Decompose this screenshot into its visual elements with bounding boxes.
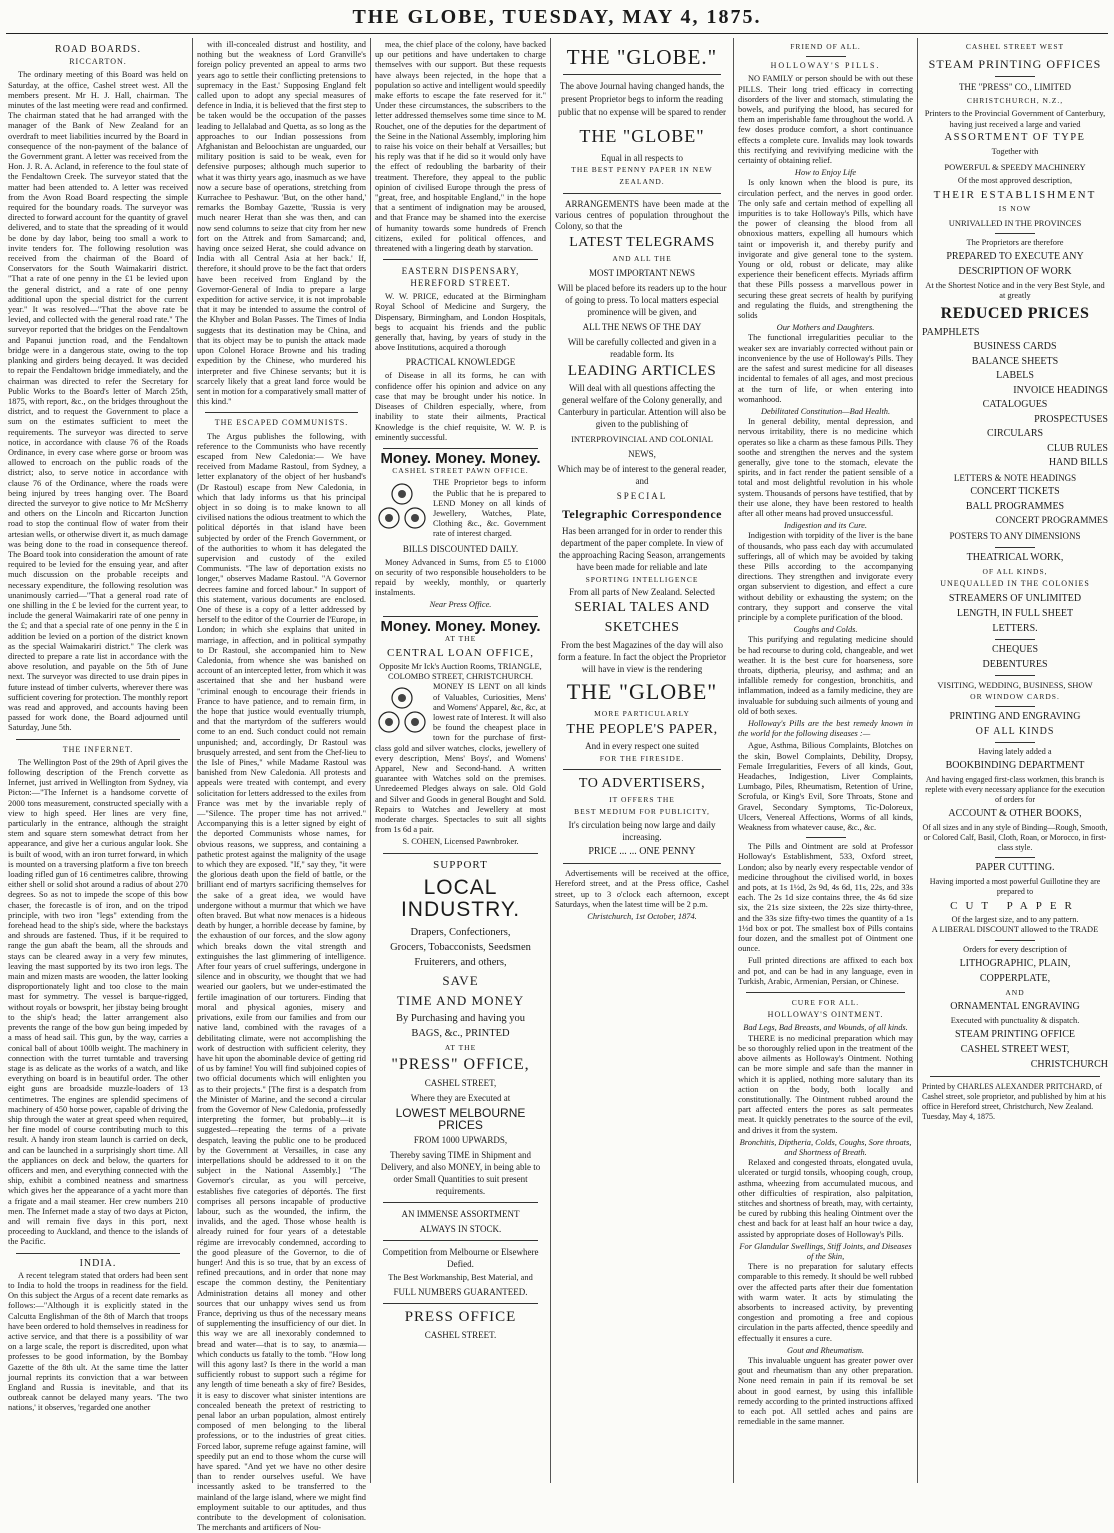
printing-engraving-line: PRINTING AND ENGRAVING (949, 710, 1081, 722)
paper-cutting-line: PAPER CUTTING. (975, 862, 1055, 874)
unrivalled-line: UNRIVALLED IN THE PROVINCES (948, 218, 1082, 229)
bags-line: BAGS, &c., PRINTED (411, 1027, 510, 1039)
job-item: PROSPECTUSES (1034, 413, 1108, 425)
steam-office-line: STEAM PRINTING OFFICE (954, 1029, 1075, 1041)
lithographic-line: LITHOGRAPHIC, PLAIN, (959, 957, 1071, 969)
press-office-heading: "PRESS" OFFICE, (391, 1055, 530, 1073)
gout-text: This invaluable unguent has greater power over gout and rheumatism than any other preparation. None need remain in pain if its removal be set about in good earnest, by using this infallible remedy according to the printed instructions affixed to each pot. All settled aches and pains are remediable in the same manner. (738, 1355, 913, 1427)
every-respect-line: And in every respect one suited (585, 741, 699, 752)
debilitated-heading: Debilitated Constitution—Bad Health. (760, 406, 891, 416)
column-rule (370, 38, 371, 1483)
infernet-article: The Wellington Post of the 29th of April gives the following description of the French corvette as Infernet, just arrived in Wellington from Sydney, via Picton:—"The Infernet is a handsome corvette of 2000 tons measurement, constructed specially with a view to high speed. Her lines are very fine, particularly in the entrance, although the straight stem and square stern somewhat detract from her appearance, and give her a curious angular look. She is built of wood, with an iron turret forward, in which is mounted on a traversing platform a five ton breech loading rifled gun of 16 centimetres calibre, throwing either shell or solid shot around a radius of about 270 degrees. So as not to impede the scope of this bow chaser, the forecastle is of iron, and on the tripod principle, with two iron "legs" extending from the forehead head to the ship's side, where the backstays and shrouds are fastened. Thus, if it be required to range the gun abaft the beam, all the shrouds and stays can be cleared away in a very few minutes, leaving the mast supported by its two iron legs. The main and mizen masts are wooden, the latter looking disproportionately light and too close to the main mast for symmetry. The vessel is barque-rigged, without royals or bowsprit, her jibstay being brought to the ship's head; the latter arrangement also prevents the range of the bow gun being impeded by a mass of head sail. This gun, by the way, carries a conical ball of about 100lb weight. The machinery in connection with the turret turntable and traversing stage is as delicate as the works of a watch, and like everything on board is in beautiful order. The other eight guns are broadside muzzle-loaders of 13 centimetres. The engines are splendid specimens of machinery of 450 horse power, capable of driving the ship through the water at great speed when required, her fine model of course contributing much to this result. A handy iron steam launch is carried on deck, and can be launched in a surprisingly short time. All the appliances on deck and below, the quarters for officers and men, and everything connected with the ship, exhibit a combined neatness and smartness which gives her the appearance of a yacht more than a frigate and a mail steamer. Her crew numbers 210 men. The Infernet made a stay of two days at Picton, and will remain five days in this port, next proceeding to Auckland, and thence to the islands of the Pacific. (8, 757, 188, 1247)
full-numbers-line: FULL NUMBERS GUARANTEED. (393, 1287, 528, 1298)
circulation-text: It's circulation being now large and daily increasing. (568, 820, 716, 843)
money-ad-1-subtitle: CASHEL STREET PAWN OFFICE. (392, 466, 529, 476)
from-line: FROM 1000 UPWARDS, (413, 1134, 508, 1145)
steam-printing-heading: STEAM PRINTING OFFICES (928, 57, 1102, 72)
gout-heading: Gout and Rheumatism. (787, 1345, 864, 1355)
job-item: HAND BILLS (1048, 457, 1108, 469)
directions-text: Full printed directions are affixed to each box and pot, and can be had in any language, even in Turkish, Arabic, Armenian, Persian, or Chinese. (738, 956, 913, 986)
glandular-heading: For Glandular Swellings, Stiff Joints, and Diseases of the Skin, (739, 1241, 912, 1261)
job-item: CLUB RULES (1047, 442, 1108, 454)
and-line: AND (1005, 987, 1025, 997)
bronchitis-heading: Bronchitis, Diptheria, Colds, Coughs, Sore throats, and Shortness of Breath. (739, 1137, 912, 1157)
and-all-line: AND ALL THE (612, 253, 672, 263)
job-item: BALL PROGRAMMES (965, 500, 1065, 512)
cashel-street-line: CASHEL STREET, (424, 1077, 497, 1088)
price-line: PRICE ... ... ONE PENNY (588, 846, 696, 858)
job-item: PAMPHLETS (922, 326, 980, 338)
mothers-text: The functional irregularities peculiar to the weaker sex are invariably corrected without pain or inconvenience by the use of Holloway's Pills. They are the safest and surest medicine for all diseases incidental to females of all ages, and most precious at the turn of life, or when entering into womanhood. (738, 333, 913, 404)
infernet-heading: THE INFERNET. (62, 744, 134, 754)
section-rule (563, 863, 721, 864)
dispensary-text: W. W. PRICE, educated at the Birmingham Royal School of Medicine and Surgery, the Dispensary, Birmingham, and London Hospitals, begs to acquaint his friends and the public generally that, having, by years of study in the above Institutions, acquired a thorough (375, 292, 546, 353)
road-boards-article: The ordinary meeting of this Board was held on Saturday, at the office, Cashel street west. All the members present. Mr H. J. Hall, chairman. The minutes of the last meeting were read and confirmed. The chairman stated that he had arranged with the manager of the Bank of New Zealand for an overdraft to meet liabilities incurred by the Board in consequence of the non-payment of the balance of the Government grant. A letter was received from the Hon. J. R. A. Acland, in reference to the foul state of the Fendaltown Creek. The surveyor stated that the matter had been attended to. A letter was received from the Avon Road Board respecting the simple required for the boundary roads. The surveyor was directed to forward account for the quantity of gravel delivered, and to state that the spreading of it would be done by day labor, being too small a work to invite tenders for. The following resolution was received from the chairman of the Board of Conservators for the South Waimakariri district. "That a rate of one penny in the £1 be levied upon the general district, and a rate of one penny additional upon the special district for the current year." It was resolved—"That the above rate be levied, and collected with the general road rate." The surveyor reported that the bridges on the Fendaltown and Papanui junction road, and the Fendaltown bridge were in a dangerous state, owing to the top planking and girders being decayed. It was decided to repair the Fendaltown bridge immediately, and the chairman was directed to refer the Secretary for Public Works to the Board's letter of March 25th, 1875, with report, &c., on the bridges throughout the district, and to request the Government to place a sum on the estimates sufficient to meet the requirements. The surveyor was directed to serve notice, in accordance with clause 76 of the Roads Ordinance, in every case where gorse or broom was allowed to encroach on the public roads of the district; also, to serve notice in accordance with clause 76 of the Ordinance, where the roads were being injured by trees hanging over. The Board directed the surveyor to give notice to Mr McSherry and others on the Lincoln and Riccarton Junction road to stop the continual flow of water from their artesian wells, or otherwise divert it, as much damage was being done to the road in consequence thereof. The Board took into consideration the amount of rate required to be levied for the ensuing year, and after much discussion on the probable receipts and necessary expenditure, the following resolution was unanimously carried—"That a general road rate of one shilling in the £ be levied for the current year, to include the general Waimakariri rate of one penny in the £; and that a special rate of one penny in the £ in addition be levied on a portion of the district known as the special Waimakariri district." The clerk was directed to prepare a rate list in accordance with the above resolution, and payable on the 5th of June next. The surveyor was directed to use drain pipes in future instead of timber culverts, wherever there was sufficient covering for protection. The monthly report was read and approved, and accounts having been passed for work done, the Board adjourned until Saturday, June 5th. (8, 70, 189, 733)
section-rule (930, 1076, 1100, 1077)
road-boards-heading: ROAD BOARDS. (55, 44, 141, 55)
job-list (922, 326, 1108, 544)
powerful-line: POWERFUL & SPEEDY MACHINERY (944, 161, 1086, 172)
christchurch-line-2: CHRISTCHURCH (1030, 1059, 1108, 1071)
imprint: Printed by CHARLES ALEXANDER PRITCHARD, of Cashel street, sole proprietor, and published by him at his office in Hereford street, Christchurch, New Zealand. Tuesday, May 4, 1875. (922, 1082, 1106, 1122)
mothers-heading: Our Mothers and Daughters. (776, 323, 875, 333)
at-the-label: AT THE (444, 1042, 477, 1052)
theatrical-line: THEATRICAL WORK, (966, 552, 1064, 564)
india-continuation: with ill-concealed distrust and hostility, and nothing but the weakness of Lord Granville's foreign policy prevented an appeal to arms two years ago to settle their conflicting pretensions to supremacy in the East.' Supposing England felt called upon to adopt any special measures of defence in India, it is believed that the first step to be taken would be the occupation of the passes leading to Jellalabad and Quetta, as so long as the approaches to our Indian possessions from Afghanistan and Beloochistan are unguarded, our military position is said to be weak, even for defensive purposes; although much superior to what it was thirty years ago, inasmuch as we have now a secure base of operations, stretching from Kurrachee to Peshawur. 'But, on the other hand,' remarks the Bombay Gazette, 'Russia is very much nearer Herat than she was then, and can now send columns to seize that city from her new fort on the Attrek and from Samarcand; and, having once seized Herat, she could advance on India with all Central Asia at her back.' If, therefore, it should prove to be the fact that orders have been received from England by the Governor-General of India to prepare a large expedition for active service, it is not improbable that it may be intended to assume the control of the Khyber and Bolan Passes. The Times of India suggests that its destination may be China, and that its object may be to punish the attack made upon Colonel Horace Browne and his trading expedition by the Chinese, who murdered his interpreter and five Chinese servants; but it is scarcely likely that a great land force would be sent in motion for a comparatively small matter of this kind." (197, 40, 366, 407)
executed-line: Executed with punctuality & dispatch. (950, 1015, 1080, 1025)
shortest-notice-text: At the Shortest Notice and in the very Best Style, and at greatly (925, 281, 1105, 301)
workmanship-line: The Best Workmanship, Best Material, and (388, 1272, 533, 1282)
ointment-heading: HOLLOWAY'S OINTMENT. (767, 1010, 884, 1020)
where-line: Where they are Executed at (410, 1092, 511, 1103)
column-4 (555, 40, 729, 1481)
enjoy-life-heading: How to Enjoy Life (794, 168, 857, 178)
section-rule (383, 853, 538, 854)
section-rule (563, 74, 721, 75)
description-line: DESCRIPTION OF WORK (958, 266, 1072, 278)
engaged-text: And having engaged first-class workmen, this branch is replete with every necessary appliance for the execution of orders for (925, 775, 1105, 805)
lately-line: Having lately added a (978, 746, 1052, 756)
has-been-text: Has been arranged for in order to render this department of the paper complete. In view of the approaching Racing Season, arrangements have been made for reliable and late (558, 525, 726, 572)
job-item: BALANCE SHEETS (971, 355, 1059, 367)
money-ad-1-text: THE Proprietor begs to inform the Public that he is prepared to LEND Money on all kinds of Jewellery, Watches, Plate, Clothing &c., &c. Government rate of interest charged. (433, 478, 546, 539)
most-approved-line: Of the most approved description, (957, 175, 1073, 185)
small-rule (995, 639, 1035, 640)
offers-line: IT OFFERS THE (609, 794, 675, 804)
section-rule (746, 992, 905, 993)
money-ad-2-address: Opposite Mr Ick's Auction Rooms, TRIANGLE, COLOMBO STREET, CHRISTCHURCH. (379, 661, 542, 682)
together-line: Together with (991, 147, 1039, 157)
small-rule (995, 857, 1035, 858)
is-now-line: IS NOW (998, 203, 1032, 213)
cashel-street-west-top: CASHEL STREET WEST (965, 42, 1065, 51)
job-item: CIRCULARS (986, 428, 1044, 440)
equal-line: Equal in all respects to (601, 153, 683, 163)
window-cards-line: OR WINDOW CARDS. (970, 691, 1060, 701)
diseases-list: Ague, Asthma, Bilious Complaints, Blotches on the skin, Bowel Complaints, Debility, Dropsy, Female Irregularities, Fevers of all kinds, Gout, Headaches, Indigestion, Liver Complaints, Lumbago, Piles, Rheumatism, Retention of Urine, Scrofula, or King's Evil, Sore Throats, Stone and Gravel, Secondary Symptoms, Tic-Doloreux, Ulcers, Venereal Affections, Worms of all kinds, Weakness from whatever cause, &c., &c. (738, 741, 913, 833)
proprietors-line: The Proprietors are therefore (966, 238, 1064, 248)
carefully-text: Will be carefully collected and given in a readable form. Its (567, 336, 717, 359)
imported-text: Having imported a most powerful Guillotine they are prepared to (929, 877, 1101, 897)
all-kinds-line: OF ALL KINDS, (982, 567, 1048, 577)
fireside-line: FOR THE FIRESIDE. (599, 753, 685, 763)
section-rule (16, 1253, 180, 1254)
best-medium-line: BEST MEDIUM FOR PUBLICITY, (574, 807, 710, 817)
money-ad-2-at: AT THE (444, 633, 477, 643)
small-rule (995, 706, 1035, 707)
job-item: BUSINESS CARDS (973, 341, 1057, 353)
press-co-line: THE "PRESS" CO., LIMITED (958, 82, 1072, 93)
riccarton-heading: RICCARTON. (69, 57, 127, 67)
pills-intro: NO FAMILY or person should be with out these PILLS. Their long tried efficacy in correcting disorders of the liver and stomach, stimulating the bowels, and purifying the blood, has secured for them an imperishable fame throughout the world. A few doses produce comfort, a short continuance effects a complete cure. Invalids may look towards this rectifying and revivifying medicine with the certainty of obtaining relief. (738, 74, 913, 166)
small-rule (995, 547, 1035, 548)
account-books-line: ACCOUNT & OTHER BOOKS, (948, 808, 1082, 820)
column-1 (8, 40, 188, 1481)
debilitated-text: In general debility, mental depression, and nervous irritability, there is no medicine which operates so like a charm as these famous Pills. They soothe and strengthen the nerves and the system generally, give tone to the stomach, elevate the spirits, and in fact render the patient sensible of a total and most delightful revolution in his whole system. Thousands of persons have testified, that by their use alone, they have been restored to health after all other means had proved unsuccessful. (738, 417, 913, 518)
pawnbroker-balls-icon (375, 684, 429, 738)
communists-continuation: mea, the chief place of the colony, have backed up our petitions and have undertaken to charge themselves with our support. But these requests have always been rejected, in the hope that a population so active and intelligent would speedily make efforts to escape the fate reserved for it." Under these circumstances, the subscribers to the letter addressed themselves some time since to M. Rouchet, one of the deputies for the department of the Seine in the National Assembly, imploring him to raise his voice on their behalf at Versailles; but his reply was that if he did so it would only have the effect of redoubling the barbarity of their treatment. Therefore, they appeal to the public opinion of civilised Europe through the press of "great, free, and hospitable England," in the hope that a sentiment of indignation may be aroused, and that France may be shamed into the exercise of humanity towards some hundreds of French citizens, exiled for political offences, and threatened with a lingering death by starvation. (375, 40, 546, 254)
column-rule (550, 38, 551, 1483)
lowest-prices-line: LOWEST MELBOURNE PRICES (395, 1105, 526, 1132)
press-office-bottom: PRESS OFFICE (404, 1309, 517, 1326)
competition-line: Competition from Melbourne or Elsewhere Defied. (382, 1246, 539, 1269)
special-line: SPECIAL (616, 490, 668, 501)
column-rule (917, 38, 918, 1483)
column-rule (733, 38, 734, 1483)
coughs-heading: Coughs and Colds. (793, 625, 858, 635)
unequalled-line: UNEQUALLED IN THE COLONIES (940, 579, 1090, 589)
column-rule (192, 38, 193, 1483)
will-deal-text: Will deal with all questions affecting the general welfare of the Colony generally, and Canterbury in particular. Attention will also be given to the publishing of (558, 382, 726, 429)
column-3 (375, 40, 546, 1481)
serial-heading: SERIAL TALES AND (574, 600, 710, 616)
pawnbroker-balls-icon (375, 480, 429, 534)
column-6 (922, 40, 1108, 1481)
liberal-line: A LIBERAL DISCOUNT allowed to the TRADE (931, 925, 1099, 935)
section-rule (563, 769, 721, 770)
orders-line: Orders for every description of (963, 944, 1067, 954)
section-rule (16, 739, 180, 740)
printers-text: Printers to the Provincial Government of Canterbury, having just received a large and varied (924, 108, 1106, 129)
peoples-paper-heading: THE PEOPLE'S PAPER, (566, 722, 718, 738)
job-item: LABELS (996, 370, 1034, 382)
always-line: ALWAYS IN STOCK. (419, 1223, 502, 1234)
job-item: INVOICE HEADINGS (1013, 384, 1108, 396)
latest-telegrams-heading: LATEST TELEGRAMS (569, 234, 715, 250)
globe-title-1: THE "GLOBE." (566, 45, 718, 69)
section-rule (563, 193, 721, 194)
purchasing-line: By Purchasing and having you (396, 1012, 525, 1024)
india-heading: INDIA. (79, 1257, 117, 1269)
bookbinding-line: BOOKBINDING DEPARTMENT (945, 760, 1085, 772)
dispensary-text-2: of Disease in all its forms, he can with confidence offer his opinion and advice on any case that may be brought under his notice. In Diseases of Children especially, where, from inability to state their ailments, Practical Knowledge is the chief requisite, W. W. P. is eminently successful. (375, 371, 546, 442)
communists-heading: THE ESCAPED COMMUNISTS. (214, 418, 349, 428)
immense-line: AN IMMENSE ASSORTMENT (401, 1208, 520, 1219)
job-item: CATALOGUES (982, 399, 1048, 411)
best-penny-line: THE BEST PENNY PAPER IN NEW (571, 165, 713, 175)
sold-text: The Pills and Ointment are sold at Professor Holloway's Establishment, 533, Oxford street, London; also by nearly every respectable vendor of medicine throughout the civilised world, in boxes and pots, at 1s 1½d, 2s 9d, 4s 6d, 11s, 22s, and 33s each. The 2s 1d size contains three, the 4s 6d size six, the 21s size sixteen, the 22s size thirty-three, and the 33s size fifty-two times the quantity of a 1s 1½d box or pot. The smallest box of Pills contains four dozen, and the smallest pot of Ointment one ounce. (738, 842, 913, 954)
bronchitis-text: Relaxed and congested throats, elongated uvula, ulcerated or turgid tonsils, whooping cough, croup, asthma, wheezing from accumulated mucous, and other difficulties of respiration, also palpitation, stitches and shortness of breath, may, with certainty, be cured by rubbing this healing Ointment over the chest and back for at least half an hour twice a day, assisted by appropriate doses of Holloway's Pills. (738, 1158, 913, 1239)
thereby-text: Thereby saving TIME in Shipment and Delivery, and also MONEY, in being able to order Small Quantities to suit present requirements. (380, 1149, 541, 1196)
coughs-text: This purifying and regulating medicine should be had recourse to during cold, changeable, and wet weather. It is the best cure for hoarseness, sore throats, diptheria, pleurisy, and asthma; and an infallible remedy for congestion, bronchitis, and inflammation, indeed as a family medicine, they are invaluable for subduing such ailments of young and old of both sexes. (738, 635, 913, 716)
small-rule (806, 837, 846, 838)
interprovincial-line: INTERPROVINCIAL AND COLONIAL (571, 433, 713, 444)
globe-title-3: THE "GLOBE" (566, 679, 718, 705)
leading-articles-heading: LEADING ARTICLES (567, 362, 717, 379)
section-rule (383, 448, 538, 449)
section-rule (383, 259, 538, 260)
money-ad-1-bills: BILLS DISCOUNTED DAILY. (402, 543, 519, 554)
small-rule (995, 940, 1035, 941)
visiting-line: VISITING, WEDDING, BUSINESS, SHOW (937, 679, 1093, 690)
money-ad-2-signature: S. COHEN, Licensed Pawnbroker. (402, 837, 519, 847)
section-rule (205, 412, 358, 413)
globe-intro: The above Journal having changed hands, the present Proprietor begs to inform the reading public that no expense will be spared to render (558, 81, 726, 117)
bad-legs-heading: Bad Legs, Bad Breasts, and Wounds, of all kinds. (743, 1023, 908, 1033)
length-line: LENGTH, IN FULL SHEET (956, 607, 1074, 619)
ointment-text: THERE is no medicinal preparation which may be so thoroughly relied upon in the treatment of the above ailments as Holloway's Ointment. Nothing can be more simple and safe than the manner in which it is applied, nothing more salutary than its action on the body, both locally and constitutionally. The Ointment rubbed around the part affected enters the pores as salt permeates meat. It quickly penetrates to the source of the evil, and drives it from the system. (738, 1033, 913, 1135)
indigestion-text: Indigestion with torpidity of the liver is the bane of thousands, who pass each day with accumulated sufferings, all of which may be avoided by taking these Pills according to the accompanying directions. They strengthen and invigorate every organ subservient to digestion, and effect a cure without debility or exhausting the system; on the contrary, they support and conserve the vital principle by a complete purification of the blood. (738, 531, 913, 622)
job-item: CONCERT TICKETS (970, 486, 1060, 498)
column-5 (738, 40, 913, 1481)
from-best-text: From the best Magazines of the day will also form a feature. In fact the object the Proprietor will have in view is the rendering (557, 640, 727, 675)
streamers-line: STREAMERS OF UNLIMITED (948, 592, 1082, 604)
arrangements-text: ARRANGEMENTS have been made at the various centres of population throughout the Colony, so that the (555, 198, 729, 231)
zealand-line: ZEALAND. (619, 177, 665, 187)
small-rule (995, 76, 1035, 77)
prepared-line: PREPARED TO EXECUTE ANY (946, 251, 1084, 263)
ornamental-line: ORNAMENTAL ENGRAVING (950, 1000, 1080, 1012)
small-rule (806, 56, 846, 57)
india-article: A recent telegram stated that orders had been sent to India to hold the troops in readiness for the field. On this subject the Argus of a recent date remarks as follows:—"Although it is explicitly stated in the Calcutta Englishman of the 8th of March that troops have been ordered to hold themselves in readiness for active service, and that there is a possibility of war on a large scale, the report is discredited, upon what professes to be good information, by the Bombay Gazette of the 8th ult. At the same time the latter journal reprints its conviction that a war between England and Russia is inevitable, and that its outbreak cannot be delayed many years. 'The two nations,' it observes, 'regarded one another (8, 1270, 189, 1413)
best-remedy-line: Holloway's Pills are the best remedy known in the world for the following diseases :— (738, 719, 913, 739)
save-label: SAVE (442, 972, 479, 988)
money-ad-2-office: CENTRAL LOAN OFFICE, (386, 646, 534, 659)
small-rule (995, 742, 1035, 743)
indigestion-heading: Indigestion and its Cure. (784, 521, 867, 531)
copperplate-line: COPPERPLATE, (979, 972, 1051, 984)
globe-title-2: THE "GLOBE" (579, 126, 705, 146)
friend-of-all: FRIEND OF ALL. (790, 42, 861, 51)
all-news-line: ALL THE NEWS OF THE DAY (582, 321, 702, 332)
money-ad-2-text: MONEY IS LENT on all kinds of Valuables, Curiosities, Mens' and Womens' Apparel, &c, &c, at lowest rate of Interest. It will also be found the cheapest place in town for the purchase of first-class gold and silver watches, clocks, jewellery of every description, Mens' Boys', and Womens' Apparel, New and Second-hand. A written guarantee with Watches sold on the premises. Unredeemed Pledges always on sale. Old Gold and Silver and Goods in general Bought and Sold. Repairs to Watches and Jewellery at most moderate charges. Spectacles to suit all sights from 1s 6d a pair. (375, 682, 546, 835)
enjoy-life-text: Is only known when the blood is pure, its circulation perfect, and the nerves in good order. The only safe and certain method of expelling all impurities is to take Holloway's Pills, which have the power of cleansing the blood from all obnoxious matters, expelling all humours which taint or impoverish it, and thereby purify and invigorate and give general tone to the system. Young or old, robust or delicate, may alike experience their beneficent effects. Myriads affirm that these Pills possess a marvellous power in securing these great secrets of health by purifying and regulating the fluids, and strengthening the solids (738, 178, 913, 321)
section-rule (383, 1240, 538, 1241)
dispensary-knowledge: PRACTICAL KNOWLEDGE (405, 357, 516, 368)
glandular-text: There is no preparation for salutary effects comparable to this remedy. It should be well rubbed over the affected parts after their due fomentation with warm water. It acts by stimulating the absorbents to increased activity, by preventing congestion and promoting a free and copious circulation in the parts affected, thence speedily and effectually it ensures a cure. (738, 1262, 913, 1343)
most-important-line: MOST IMPORTANT NEWS (589, 267, 695, 278)
cut-paper-line: CUT PAPER (950, 900, 1080, 913)
time-money-heading: TIME AND MONEY (396, 992, 525, 1008)
of-all-kinds-line: OF ALL KINDS (975, 725, 1055, 737)
cure-for-all: CURE FOR ALL. (791, 998, 860, 1008)
cheques-line: CHEQUES (991, 643, 1039, 655)
sporting-line: SPORTING INTELLIGENCE (585, 574, 699, 584)
money-ad-1-text-2: Money Advanced in Sums, from £5 to £1000 on security of two responsible householders to be repaid by weekly, monthly, or quarterly instalments. (375, 557, 546, 598)
support-label: SUPPORT (433, 858, 488, 871)
masthead-rule (6, 33, 1108, 34)
fruiterers-line: Fruiterers, and others, (414, 956, 507, 968)
largest-line: Of the largest size, and to any pattern. (951, 915, 1079, 925)
drapers-line: Drapers, Confectioners, (410, 926, 511, 938)
dateline: Christchurch, 1st October, 1874. (587, 912, 697, 922)
sketches-heading: SKETCHES (604, 620, 680, 636)
section-rule (383, 1202, 538, 1203)
letters-line: LETTERS. (992, 622, 1038, 634)
job-item: CONCERT PROGRAMMES (995, 516, 1108, 527)
christchurch-line: CHRISTCHURCH, N.Z., (966, 96, 1064, 106)
telegraphic-heading: Telegraphic Correspondence (562, 506, 722, 521)
local-industry-heading: LOCAL INDUSTRY. (400, 875, 521, 921)
masthead: THE GLOBE, TUESDAY, MAY 4, 1875. (352, 6, 762, 28)
pills-heading: HOLLOWAY'S PILLS. (770, 61, 881, 71)
small-rule (995, 675, 1035, 676)
grocers-line: Grocers, Tobacconists, Seedsmen (390, 941, 531, 953)
which-may-text: Which may be of interest to the general reader, and (557, 463, 727, 486)
money-ad-1-near: Near Press Office. (429, 600, 492, 610)
cashel-west-line: CASHEL STREET WEST, (960, 1044, 1070, 1056)
establishment-line: THEIR ESTABLISHMENT (933, 188, 1097, 201)
assortment-line: ASSORTMENT OF TYPE (944, 132, 1086, 144)
reduced-prices-heading: REDUCED PRICES (940, 304, 1090, 322)
communists-article: The Argus publishes the following, with reference to the Communists who have recently escaped from New Caledonia:— We have received from Madame Rastoul, from Sydney, a letter explanatory of the object of her husband's (Dr Rastoul) escape from New Caledonia, in which that lady informs us that his principal object in so doing is to make known to all civilised nations the odious treatment to which the political déportés in that island have been subjected by order of the French Government, or of the authorities to whom it has delegated the supervision and custody of the exiled Communists. "The law of deportation exists no longer," observes Madame Rastoul. "A Governor decrees famine and forced labour." In support of this statement, various documents are enclosed. One of these is a copy of a letter addressed by herself to the editor of the Courrier de l'Europe, in London; in which she explains that united in marriage, in affection, and in political sympathy to Dr Rastoul, she accompanied him to New Caledonia, from whence she was banished on account of an intercepted letter, from which it was ascertained that she and her husband were "criminal enough to encourage their friends in France to have patience, and to remain firm, in the hope that justice would eventually triumph, and that the martyrdom of the sufferers would come to an end. Such conduct could not remain unpunished; and, accordingly, Dr Rastoul was brusquely arrested, and sent from the Chef-lieu to the Isle of Pines," while Madame Rastoul was banished from New Caledonia. All protests and appeals were treated with contempt, and every solicitation for letters addressed to the exiles from France was met by the invariable reply of—"Silence. The proper time has not arrived." Accompanying this is a letter signed by eight of the deported Communists whose names, for obvious reasons, we suppress, and containing a pathetic protest against the malignity of the usage to which they are exposed. "If," say they, "it were the glorious death upon the field of battle, or the brilliant end of martyrs sacrificing themselves for the sake of a great idea, we would have undergone without a murmur that which we have often braved. But what now menaces is a hideous death by hunger, a horrible decease by famine, by the exhaustion of our forces, and the slow agony which breaks down the vital strength and extinguishes the last glimmering of intelligence. After four years of cruel sufferings, undergone in silence and in obscurity, we thought that we had wearied our gaolers, but we under-estimated the fertile imagination of our torturers. Finding that moral and physical agonies, misery and privations, exile from our families and from our native land, combined with the ravages of a debilitating climate, were not accomplishing the work of destruction with sufficient celerity, they have hit upon the abominable device of getting rid of us by famine! You will find subjoined copies of two official documents which will enlighten you as to their projects." [The first is a despatch from the Minister of Marine, and the second a circular from the Governor of New Caledonia, professedly interpreting the former, but probably—it is suggested—repeating the terms of a private despatch, leaving the public one to be produced by the Government at Versailles, in case any interpellations should be addressed to it on the subject in the National Assembly.] "The Governor's circular, as you will perceive, establishes five categories of déportés. The first comprises all persons incapable of productive labour, such as the wounded, the infirm, the invalids, and the aged. Those whose health is already ruined for four years of a detestable régime are irrevocably condemned, according to the good pleasure of the Governor, to die of hunger! And this is so true, that by an excess of refined precautions, and in order that none may escape the common destiny, the Penitentiary Administration detains all money and other sources that our unhappy wives send us from France, depriving us thus of the necessary means of supplementing the insufficiency of our diet. In this way we are all inexorably condemned to bread and water—that is to say, to anæmia—which conducts us fatally to the tomb. "How long will this agony last? Is there in the world a man sufficiently robust to support such a régime for any length of time beneath a sky of fire? Besides, it is easy to discover what sinister intentions are concealed beneath the pretext of restricting to penal labor an urban population, almost entirely composed of men belonging to the liberal professions, or to the industries of great cities. Forced labor, supreme refuge against famine, will speedily put an end to those whom the curse will have spared. "And yet we have no other desire than to render ourselves useful. We have incessantly asked to be transferred to the mainland of the large island, where we might find employment suitable to our aptitudes, and thus contribute to the development of colonisation. The merchants and artificers of Nou- (197, 431, 366, 1533)
job-item: LETTERS & NOTE HEADINGS (953, 472, 1077, 483)
from-all-text: From all parts of New Zealand. Selected (569, 587, 715, 598)
news-line: NEWS, (628, 448, 656, 459)
more-particularly-line: MORE PARTICULARLY (594, 709, 690, 719)
all-sizes-text: Of all sizes and in any style of Binding—Rough, Smooth, or Colored Calf, Basil, Cloth, Roan, or Morocco, in first-class style. (922, 823, 1108, 853)
ads-received-text: Advertisements will be received at the office, Hereford street, and at the Press office, Cashel street, up to 3 o'clock each afternoon, except Saturdays, when the latest time will be 2 p.m. (555, 869, 729, 909)
advertisers-heading: TO ADVERTISERS, (578, 775, 706, 791)
column-2 (197, 40, 366, 1533)
money-ad-2-title: Money. Money. Money. (380, 617, 541, 635)
debentures-line: DEBENTURES (982, 658, 1048, 670)
money-ad-1-title: Money. Money. Money. (380, 449, 541, 467)
section-rule (383, 1303, 538, 1304)
placed-text: Will be placed before its readers up to the hour of going to press. To local matters especial prominence will be given, and (557, 282, 727, 317)
dispensary-heading: EASTERN DISPENSARY, HEREFORD STREET. (401, 266, 520, 289)
section-rule (383, 616, 538, 617)
cashel-bottom: CASHEL STREET. (424, 1330, 497, 1341)
small-rule (995, 233, 1035, 234)
job-item: POSTERS TO ANY DIMENSIONS (949, 530, 1081, 541)
